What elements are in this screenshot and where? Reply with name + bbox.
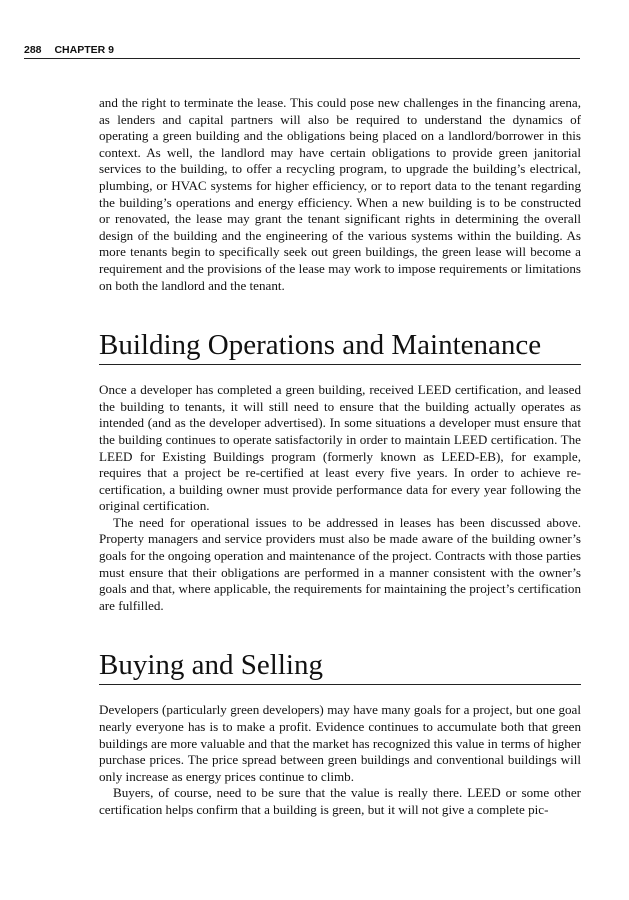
running-head — [24, 44, 580, 59]
section-heading-operations: Building Operations and Maintenance — [99, 330, 581, 365]
page-number: 288 — [24, 44, 42, 56]
intro-paragraph: and the right to terminate the lease. This could pose new challenges in the financing arena, as lenders and capital partners will also be required to understand the dynamics of operating a green building and the obligations being placed on a landlord/borrower in this context. As well, the landlord may have certain obligations to provide green janitorial services to the building, to offer a recycling program, to upgrade the building’s electrical, plumbing, or HVAC systems for higher efficiency, or to report data to the tenant regarding the building’s operations and energy efficiency. When a new building is to be constructed or renovated, the lease may grant the tenant significant rights in determining the overall design of the building and the engineering of the various systems within the building. As more tenants begin to specifically seek out green buildings, the green lease will become a requirement and the provisions of the lease may work to impose requirements or limitations on both the landlord and the tenant. — [99, 95, 581, 293]
buying-paragraph-2: Buyers, of course, need to be sure that the value is really there. LEED or some other certification helps confirm that a building is green, but it will not give a complete pic- — [99, 785, 581, 817]
section-heading-buying: Buying and Selling — [99, 650, 581, 685]
operations-paragraph-1: Once a developer has completed a green building, received LEED certification, and leased the building to tenants, it will still need to ensure that the building actually operates as intended (and as the developer advertised). In some situations a developer must ensure that the building continues to operate satisfactorily in order to maintain LEED certification. The LEED for Existing Buildings program (formerly known as LEED-EB), for example, requires that a project be re-certified at least every five years. In order to achieve re-certification, a building owner must provide performance data for every year following the original certification. — [99, 382, 581, 514]
buying-paragraph-1: Developers (particularly green developers) may have many goals for a project, but one goal nearly everyone has is to make a profit. Evidence continues to accumulate both that green buildings are more valuable and that the market has recognized this value in terms of higher purchase prices. The price spread between green buildings and conventional buildings will only increase as energy prices continue to climb. — [99, 702, 581, 784]
operations-paragraph-2: The need for operational issues to be addressed in leases has been discussed above. Property managers and service providers must also be made aware of the building owner’s goals for the ongoing operation and maintenance of the project. Contracts with those parties must ensure that their obligations are performed in a manner consistent with the owner’s goals and that, where applicable, the requirements for maintaining the project’s certification are fulfilled. — [99, 514, 581, 613]
chapter-label: CHAPTER 9 — [54, 44, 114, 56]
page-body — [99, 95, 581, 819]
